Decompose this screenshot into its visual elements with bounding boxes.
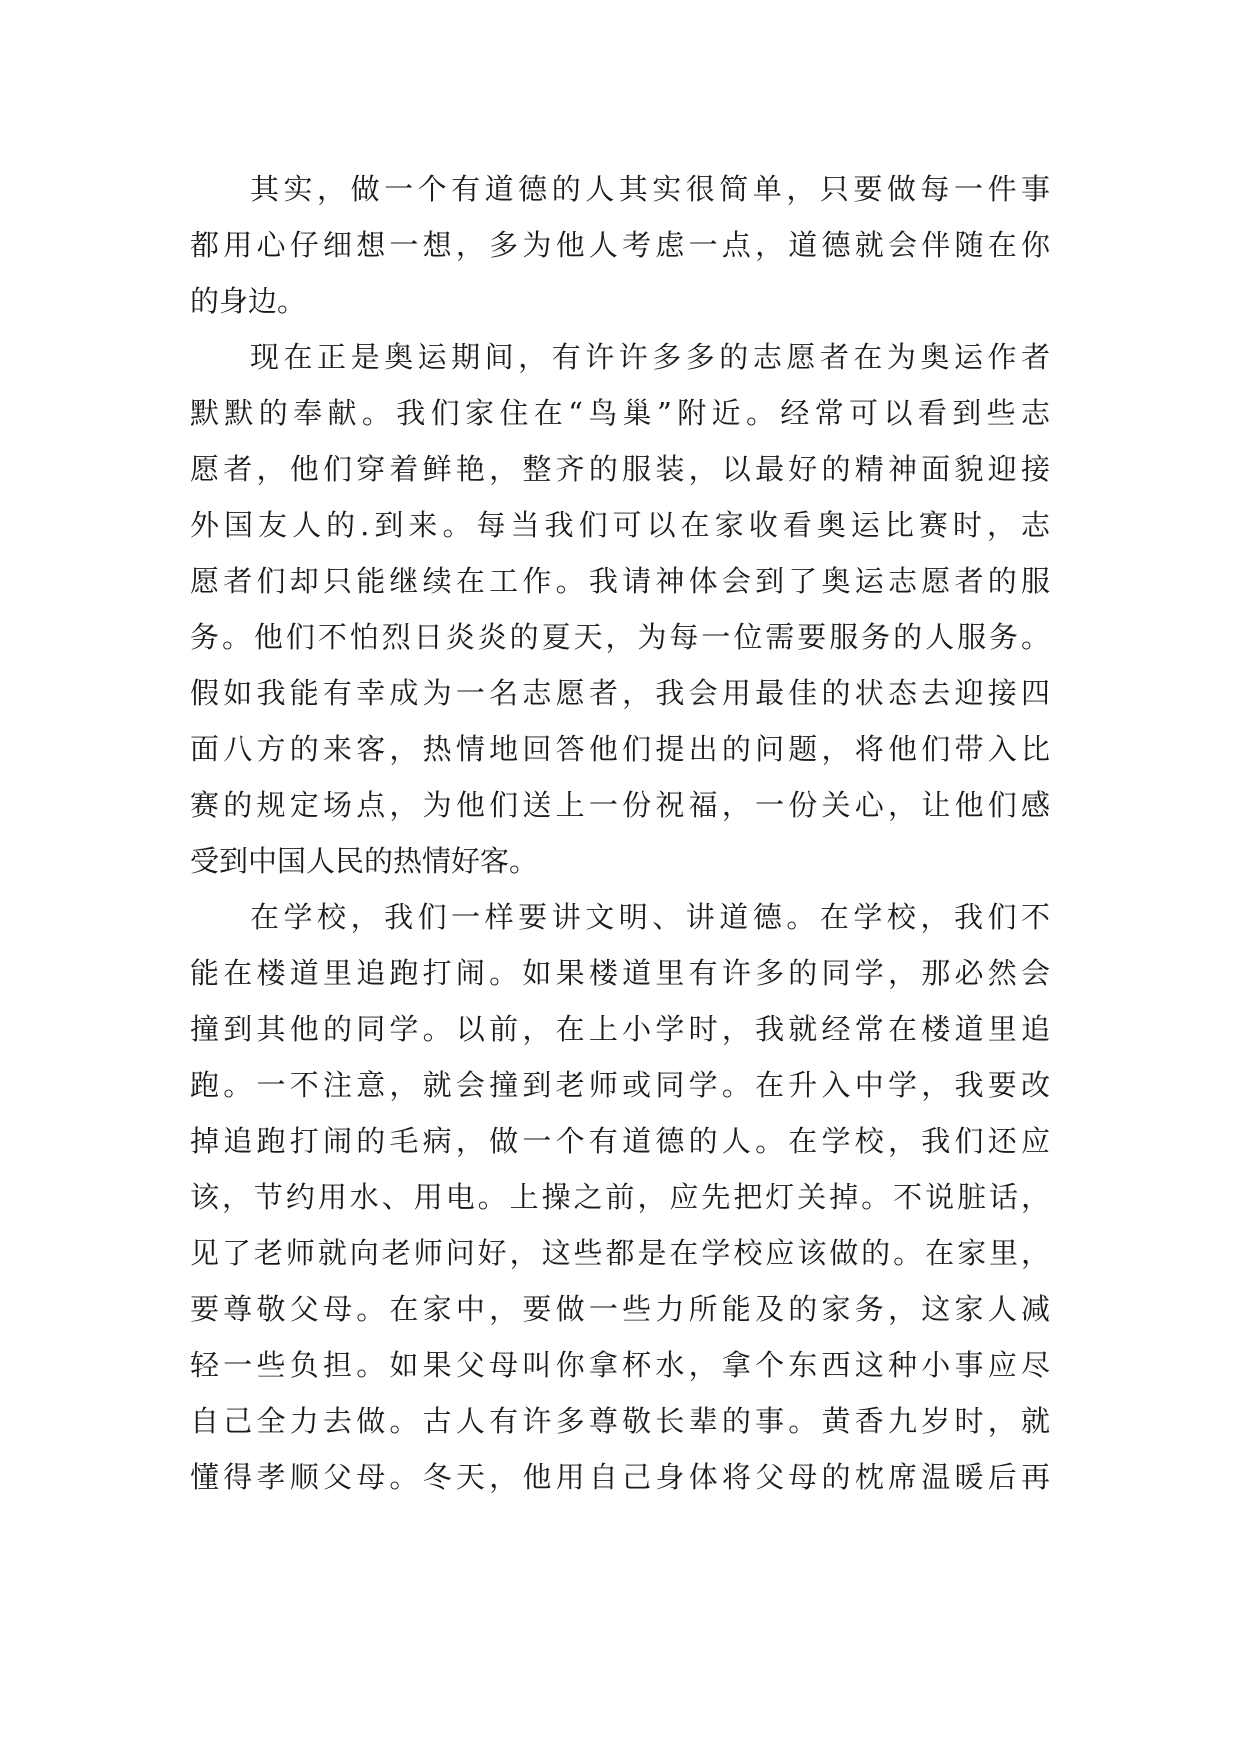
paragraph-2-line-7: 假如我能有幸成为一名志愿者，我会用最佳的状态去迎接四 [190, 676, 1050, 710]
paragraph-2-line-4: 外国友人的.到来。每当我们可以在家收看奥运比赛时，志 [190, 508, 1050, 542]
paragraph-1-line-2: 都用心仔细想一想，多为他人考虑一点，道德就会伴随在你 [190, 228, 1050, 262]
paragraph-3-line-3: 撞到其他的同学。以前，在上小学时，我就经常在楼道里追 [190, 1012, 1050, 1046]
paragraph-2-line-6: 务。他们不怕烈日炎炎的夏天，为每一位需要服务的人服务。 [190, 620, 1050, 654]
paragraph-3-line-8: 要尊敬父母。在家中，要做一些力所能及的家务，这家人减 [190, 1292, 1050, 1326]
paragraph-3-line-5: 掉追跑打闹的毛病，做一个有道德的人。在学校，我们还应 [190, 1124, 1050, 1158]
paragraph-2-line-3: 愿者，他们穿着鲜艳，整齐的服装，以最好的精神面貌迎接 [190, 452, 1050, 486]
paragraph-2-line-5: 愿者们却只能继续在工作。我请神体会到了奥运志愿者的服 [190, 564, 1050, 598]
paragraph-2-line-9: 赛的规定场点，为他们送上一份祝福，一份关心，让他们感 [190, 788, 1050, 822]
paragraph-2-line-1: 现在正是奥运期间，有许许多多的志愿者在为奥运作者 [250, 340, 1050, 374]
paragraph-1-line-3: 的身边。 [190, 284, 307, 318]
paragraph-3-line-9: 轻一些负担。如果父母叫你拿杯水，拿个东西这种小事应尽 [190, 1348, 1050, 1382]
paragraph-3-line-7: 见了老师就向老师问好，这些都是在学校应该做的。在家里， [190, 1236, 1050, 1270]
paragraph-3-line-6: 该，节约用水、用电。上操之前，应先把灯关掉。不说脏话， [190, 1180, 1050, 1214]
paragraph-2-line-8: 面八方的来客，热情地回答他们提出的问题，将他们带入比 [190, 732, 1050, 766]
paragraph-2-line-2: 默默的奉献。我们家住在“鸟巢”附近。经常可以看到些志 [190, 396, 1050, 430]
paragraph-2-line-10: 受到中国人民的热情好客。 [190, 844, 539, 878]
paragraph-3-line-4: 跑。一不注意，就会撞到老师或同学。在升入中学，我要改 [190, 1068, 1050, 1102]
paragraph-3-line-11: 懂得孝顺父母。冬天，他用自己身体将父母的枕席温暖后再 [190, 1460, 1050, 1494]
paragraph-1-line-1: 其实，做一个有道德的人其实很简单，只要做每一件事 [250, 172, 1050, 206]
document-body [190, 161, 1050, 1505]
paragraph-3-line-10: 自己全力去做。古人有许多尊敬长辈的事。黄香九岁时，就 [190, 1404, 1050, 1438]
paragraph-3-line-1: 在学校，我们一样要讲文明、讲道德。在学校，我们不 [250, 900, 1050, 934]
paragraph-3-line-2: 能在楼道里追跑打闹。如果楼道里有许多的同学，那必然会 [190, 956, 1050, 990]
